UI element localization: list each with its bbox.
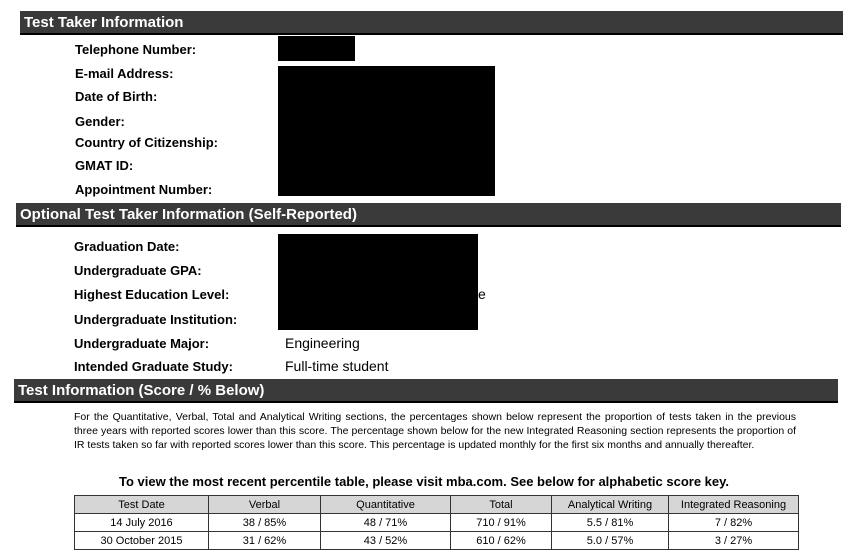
col-test-date: Test Date xyxy=(75,496,209,514)
col-analytical-writing: Analytical Writing xyxy=(552,496,669,514)
cell-verbal: 31 / 62% xyxy=(209,532,321,550)
cell-total: 610 / 62% xyxy=(451,532,552,550)
percentile-notice: To view the most recent percentile table, please visit mba.com. See below for alphabetic score key. xyxy=(118,474,729,489)
cell-analytical-writing: 5.5 / 81% xyxy=(552,514,669,532)
table-row xyxy=(75,532,799,550)
intended-study-value: Full-time student xyxy=(285,358,389,374)
col-total: Total xyxy=(451,496,552,514)
cell-test-date: 14 July 2016 xyxy=(75,514,209,532)
gpa-label: Undergraduate GPA: xyxy=(74,263,202,278)
section-header-test-info: Test Information (Score / % Below) xyxy=(14,379,838,403)
appointment-label: Appointment Number: xyxy=(75,182,213,197)
cell-total: 710 / 91% xyxy=(451,514,552,532)
citizenship-label: Country of Citizenship: xyxy=(75,135,218,150)
cell-verbal: 38 / 85% xyxy=(209,514,321,532)
table-row xyxy=(75,514,799,532)
institution-label: Undergraduate Institution: xyxy=(74,312,238,327)
redaction-personal-info xyxy=(278,66,495,196)
cell-test-date: 30 October 2015 xyxy=(75,532,209,550)
section-header-test-taker: Test Taker Information xyxy=(20,11,843,35)
cell-quantitative: 43 / 52% xyxy=(321,532,451,550)
intended-study-label: Intended Graduate Study: xyxy=(74,359,233,374)
redaction-optional-info xyxy=(278,234,478,330)
col-quantitative: Quantitative xyxy=(321,496,451,514)
cell-integrated-reasoning: 7 / 82% xyxy=(669,514,799,532)
redaction-telephone xyxy=(278,36,355,61)
cell-quantitative: 48 / 71% xyxy=(321,514,451,532)
col-verbal: Verbal xyxy=(209,496,321,514)
section-header-optional: Optional Test Taker Information (Self-Reported) xyxy=(16,203,841,227)
score-explanation: For the Quantitative, Verbal, Total and Analytical Writing sections, the percentages shown below represent the proportion of tests taken in the previous three years with reported scores lower than this score. The percentage shown below for the new Integrated Reasoning section represents the proportion of IR tests taken so far with reported scores lower than this score. This percentage is updated monthly for the first six months and annually thereafter. xyxy=(74,411,796,451)
major-label: Undergraduate Major: xyxy=(74,336,210,351)
score-table xyxy=(74,495,799,550)
education-level-label: Highest Education Level: xyxy=(74,287,230,302)
gmat-id-label: GMAT ID: xyxy=(75,158,134,173)
gender-label: Gender: xyxy=(75,114,125,129)
cell-analytical-writing: 5.0 / 57% xyxy=(552,532,669,550)
education-level-fragment: e xyxy=(478,286,486,302)
cell-integrated-reasoning: 3 / 27% xyxy=(669,532,799,550)
telephone-label: Telephone Number: xyxy=(75,42,197,57)
major-value: Engineering xyxy=(285,335,360,351)
graduation-date-label: Graduation Date: xyxy=(74,239,180,254)
score-table-header xyxy=(75,496,799,514)
dob-label: Date of Birth: xyxy=(75,89,158,104)
col-integrated-reasoning: Integrated Reasoning xyxy=(669,496,799,514)
email-label: E-mail Address: xyxy=(75,66,174,81)
